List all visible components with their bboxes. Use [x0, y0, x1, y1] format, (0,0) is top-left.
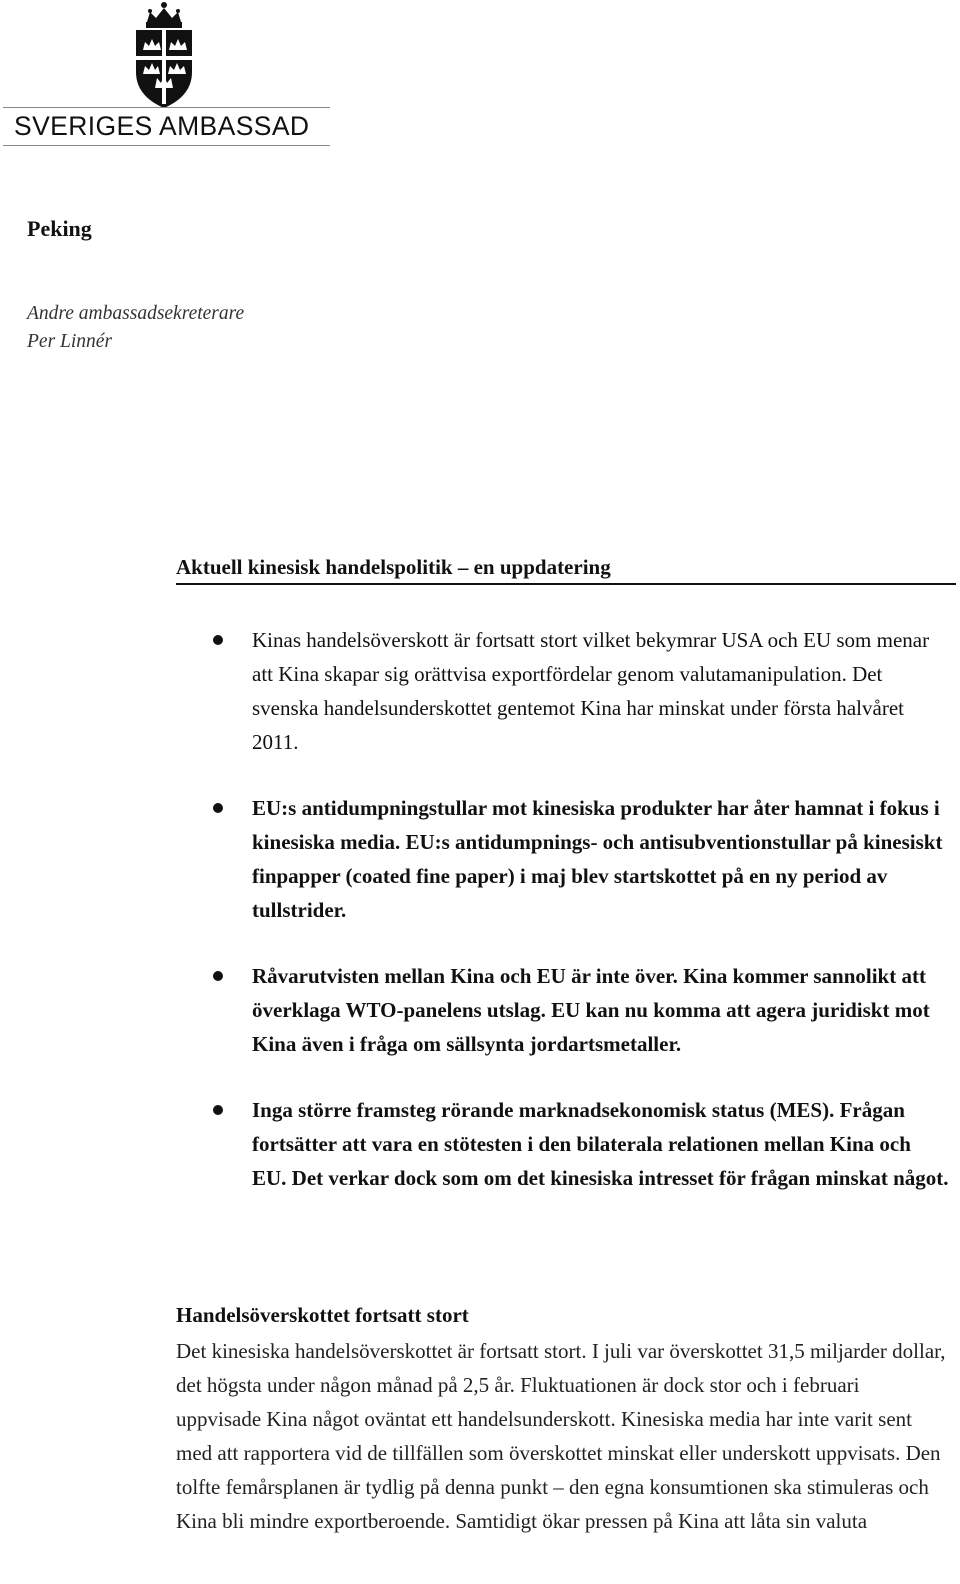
sender-title: Andre ambassadsekreterare — [27, 303, 245, 324]
summary-item — [176, 791, 950, 927]
place-heading: Peking — [27, 216, 92, 241]
summary-item — [176, 959, 950, 1061]
summary-item — [176, 623, 950, 759]
section-heading: Handelsöverskottet fortsatt stort — [176, 1303, 469, 1327]
summary-item-text: Inga större framsteg rörande marknadsekonomisk status (MES). Frågan fortsätter att vara en stötesten i den bilaterala relationen mellan Kina och EU. Det verkar dock som om det kinesiska intresset för frågan minskat något. — [252, 1098, 949, 1190]
section-paragraph: Det kinesiska handelsöverskottet är fortsatt stort. I juli var överskottet 31,5 miljarder dollar, det högsta under någon månad på 2,5 år. Fluktuationen är dock stor och i februari uppvisade Kina något oväntat ett handelsunderskott. Kinesiska media har inte varit sent med att rapportera vid de tillfällen som överskottet minskat eller underskott uppvisats. Den tolfte femårsplanen är tydlig på denna punkt – den egna konsumtionen ska stimuleras och Kina bli mindre exportberoende. Samtidigt ökar pressen på Kina att låta sin valuta — [176, 1339, 946, 1533]
summary-item — [176, 1093, 950, 1195]
bullet-icon — [213, 803, 223, 813]
logo-divider-bottom — [3, 145, 330, 146]
summary-item-text: Råvarutvisten mellan Kina och EU är inte över. Kina kommer sannolikt att överklaga WTO-panelens utslag. EU kan nu komma att agera juridiskt mot Kina även i fråga om sällsynta jordartsmetaller. — [252, 964, 930, 1056]
sender-block — [27, 300, 244, 356]
document-title: Aktuell kinesisk handelspolitik – en uppdatering — [176, 555, 956, 585]
swedish-coat-of-arms-icon — [0, 0, 335, 110]
bullet-icon — [213, 635, 223, 645]
bullet-icon — [213, 971, 223, 981]
logo-divider-top — [3, 107, 330, 108]
sender-name: Per Linnér — [27, 331, 113, 352]
bullet-icon — [213, 1105, 223, 1115]
summary-item-text: Kinas handelsöverskott är fortsatt stort vilket bekymrar USA och EU som menar att Kina skapar sig orättvisa exportfördelar genom valutamanipulation. Det svenska handelsunderskottet gentemot Kina har minskat under första halvåret 2011. — [252, 628, 930, 754]
embassy-logo — [0, 0, 335, 150]
summary-list — [176, 623, 950, 1227]
logo-text: SVERIGES AMBASSAD — [14, 111, 310, 141]
summary-item-text: EU:s antidumpningstullar mot kinesiska produkter har åter hamnat i fokus i kinesiska media. EU:s antidumpnings- och antisubventionstullar på kinesiskt finpapper (coated fine paper) i maj blev startskottet på en ny period av tullstrider. — [252, 796, 943, 922]
